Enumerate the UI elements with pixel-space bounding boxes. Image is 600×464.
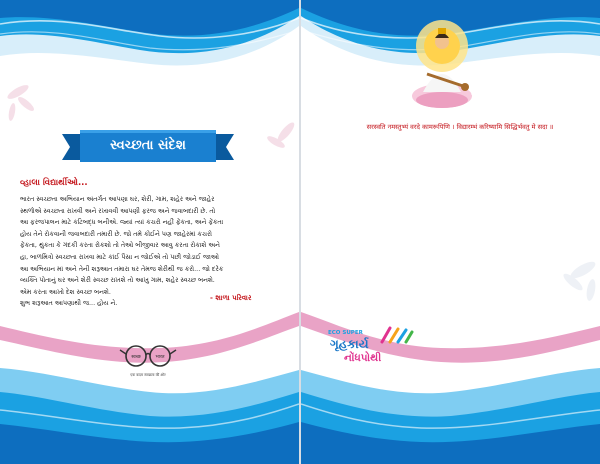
message-line: એમ કરતા આખો દેશ સ્વચ્છ બનશે. — [20, 287, 111, 296]
message-line: ભારત સ્વચ્છતા અભિયાન અંતર્ગત આપણા ઘર, શેરી, ગામ, શહેર અને જાહેર — [20, 195, 215, 203]
message-line: સ્થળોએ સ્વચ્છતા રાખવી અને રખાવવી આપણી ફરજ અને જવાબદારી છે. તો — [20, 206, 216, 215]
banner-title: સ્વચ્છતા સંદેશ — [110, 138, 186, 153]
message-line: શુભ શરૂઆત આપણાથી જ... હોય ને. — [20, 299, 118, 308]
message-line: ફેંકતા, થુંકતા કે ગંદકી કરતા રોકશો તો તેઓ બીજીવાર આવુ કરતા રોકાશે અને — [20, 241, 220, 250]
brand-eco-label: ECO SUPER — [328, 330, 363, 336]
signature-text: - શાળા પરિવાર — [210, 294, 252, 302]
logo-left-word: स्वच्छ — [131, 355, 141, 360]
message-paragraph — [20, 194, 282, 310]
saraswati-mantra: सरस्वति नमस्तुभ्यं वरदे कामरूपिणि । विद्यारम्भं करिष्यामि सिद्धिर्भवतु मे सदा ॥ — [366, 123, 554, 131]
right-page-decoration — [301, 0, 600, 464]
message-line: હા, બાળમિત્રો સ્વચ્છતા રાખવા માટે કાંઈ પૈસા ન જોઈએ તો પછી જોડાઈ જાઓ — [20, 252, 219, 261]
brand-line-2: નોંધપોથી — [344, 352, 382, 364]
logo-tagline: एक कदम स्वच्छता की ओर — [130, 373, 166, 377]
right-page — [301, 0, 600, 464]
logo-right-word: भारत — [155, 355, 165, 360]
message-line: આ અભિયાન માં અને તેની શરૂઆત તમારા ઘર તેમજ શેરીથી જ કરો... જો દરેક — [20, 264, 224, 273]
message-line: હોય તેને રોકવાની જવાબદારી તમારી છે. જો તમે કોઈને પણ જાહેરમાં કચરો — [20, 229, 212, 238]
brand-swoosh-icon — [380, 326, 414, 344]
left-page — [0, 0, 299, 464]
message-line: વ્યક્તિ પોતાનું ઘર અને શેરી સ્વચ્છ રાખશે તો આખુ ગામ, શહેર સ્વચ્છ બનશે. — [20, 276, 215, 285]
message-line: આ ફરજપાલન માટે કટિબદ્ધ બનીએ. જ્યાં ત્યાં કચરો નહીં ફેંકતા, અને ફેંકતા — [20, 218, 224, 227]
brand-logo — [328, 330, 438, 370]
brand-line-1: ગૃહકાર્ય — [330, 337, 369, 351]
greeting-text: વ્હાલા વિદ્યાર્થીઓ... — [20, 178, 88, 188]
swachh-bharat-logo — [118, 342, 178, 382]
